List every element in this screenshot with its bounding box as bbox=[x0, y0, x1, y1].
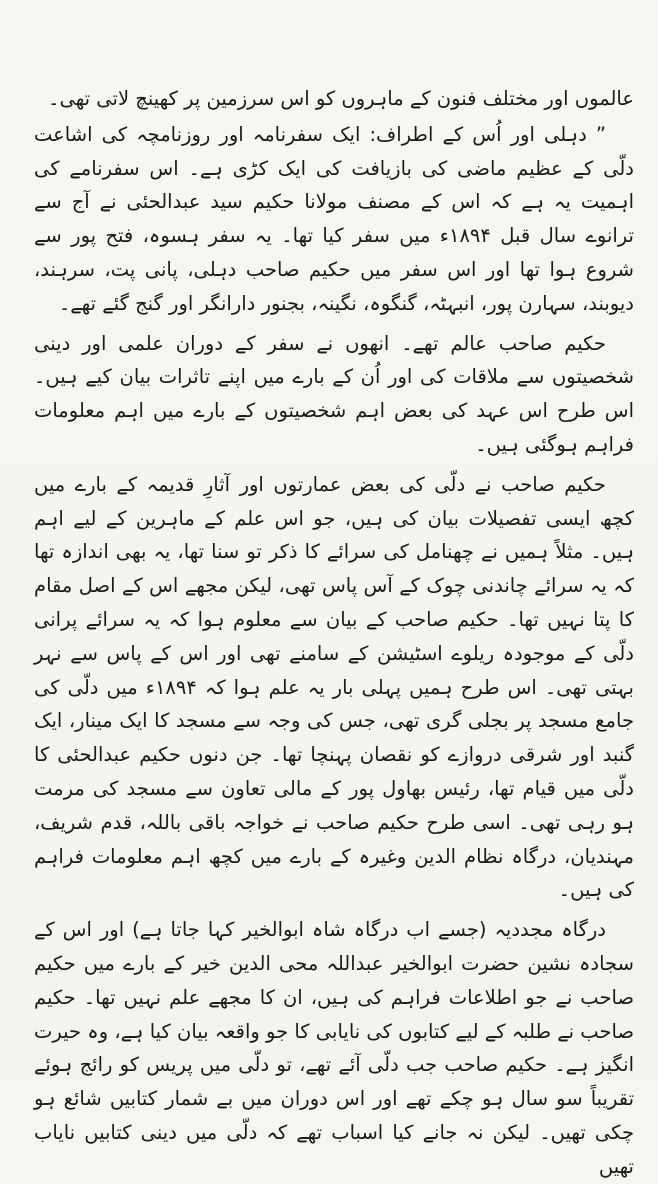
paragraph-5: درگاہ مجددیہ (جسے اب درگاہ شاہ ابوالخیر کہا جاتا ہے) اور اس کے سجادہ نشین حضرت ابوالخیر عبداللہ محی الدین خیر کے بارے میں حکیم صاحب نے جو اطلاعات فراہم کی ہیں، ان کا مجھے علم نہیں تھا۔ حکیم صاحب نے طلبہ کے لیے کتابوں کی نایابی کا جو واقعہ بیان کیا ہے، وہ حیرت انگیز ہے۔ حکیم صاحب جب دلّی آئے تھے، تو دلّی میں پریس کو رائج ہوئے تقریباً سو سال ہو چکے تھے اور اس دوران میں بے شمار کتابیں شائع ہو چکی تھیں۔ لیکن نہ جانے کیا اسباب تھے کہ دلّی میں دینی کتابیں نایاب تھیں bbox=[34, 918, 634, 1178]
paragraph-3: حکیم صاحب عالم تھے۔ انھوں نے سفر کے دوران علمی اور دینی شخصیتوں سے ملاقات کی اور اُن کے بارے میں اپنے تاثرات بیان کیے ہیں۔ اس طرح اس عہد کی بعض اہم شخصیتوں کے بارے میں اہم معلومات فراہم ہوگئی ہیں۔ bbox=[34, 331, 634, 456]
paragraph-2: ” دہلی اور اُس کے اطراف: ایک سفرنامہ اور روزنامچہ کی اشاعت دلّی کے عظیم ماضی کی بازیافت کی ایک کڑی ہے۔ اس سفرنامے کی اہمیت یہ ہے کہ اس کے مصنف مولانا حکیم سید عبدالحئی نے آج سے ترانوے سال قبل ۱۸۹۴ء میں سفر کیا تھا۔ یہ سفر ہسوہ، فتح پور سے شروع ہوا تھا اور اس سفر میں حکیم صاحب دہلی، پانی پت، سرہند، دیوبند، سہارن پور، انبہٹہ، گنگوہ، نگینہ، بجنور دارانگر اور گنج گئے تھے۔ bbox=[34, 122, 634, 315]
paragraph-1: عالموں اور مختلف فنون کے ماہروں کو اس سرزمین پر کھینچ لاتی تھی۔ bbox=[48, 87, 634, 110]
urdu-text-body bbox=[34, 82, 634, 1184]
paragraph-4: حکیم صاحب نے دلّی کی بعض عمارتوں اور آثارِ قدیمہ کے بارے میں کچھ ایسی تفصیلات بیان کی ہیں، جو اس علم کے ماہرین کے لیے اہم ہیں۔ مثلاً ہمیں نے چھنامل کی سرائے کا ذکر تو سنا تھا، یہ بھی اندازہ تھا کہ یہ سرائے چاندنی چوک کے آس پاس تھی، لیکن مجھے اس کے اصل مقام کا پتا نہیں تھا۔ حکیم صاحب کے بیان سے معلوم ہوا کہ یہ سرائے پرانی دلّی کے موجودہ ریلوے اسٹیشن کے سامنے تھی اور اس کے پاس سے نہر بہتی تھی۔ اس طرح ہمیں پہلی بار یہ علم ہوا کہ ۱۸۹۴ء میں دلّی کی جامع مسجد پر بجلی گری تھی، جس کی وجہ سے مسجد کا ایک مینار، ایک گنبد اور شرقی دروازے کو نقصان پہنچا تھا۔ جن دنوں حکیم عبدالحئی کا دلّی میں قیام تھا، رئیس بھاول پور کے مالی تعاون سے مسجد کی مرمت ہو رہی تھی۔ اسی طرح حکیم صاحب نے خواجہ باقی باللہ، قدم شریف، مہندیان، درگاہ نظام الدین وغیرہ کے بارے میں کچھ اہم معلومات فراہم کی ہیں۔ bbox=[34, 472, 634, 902]
